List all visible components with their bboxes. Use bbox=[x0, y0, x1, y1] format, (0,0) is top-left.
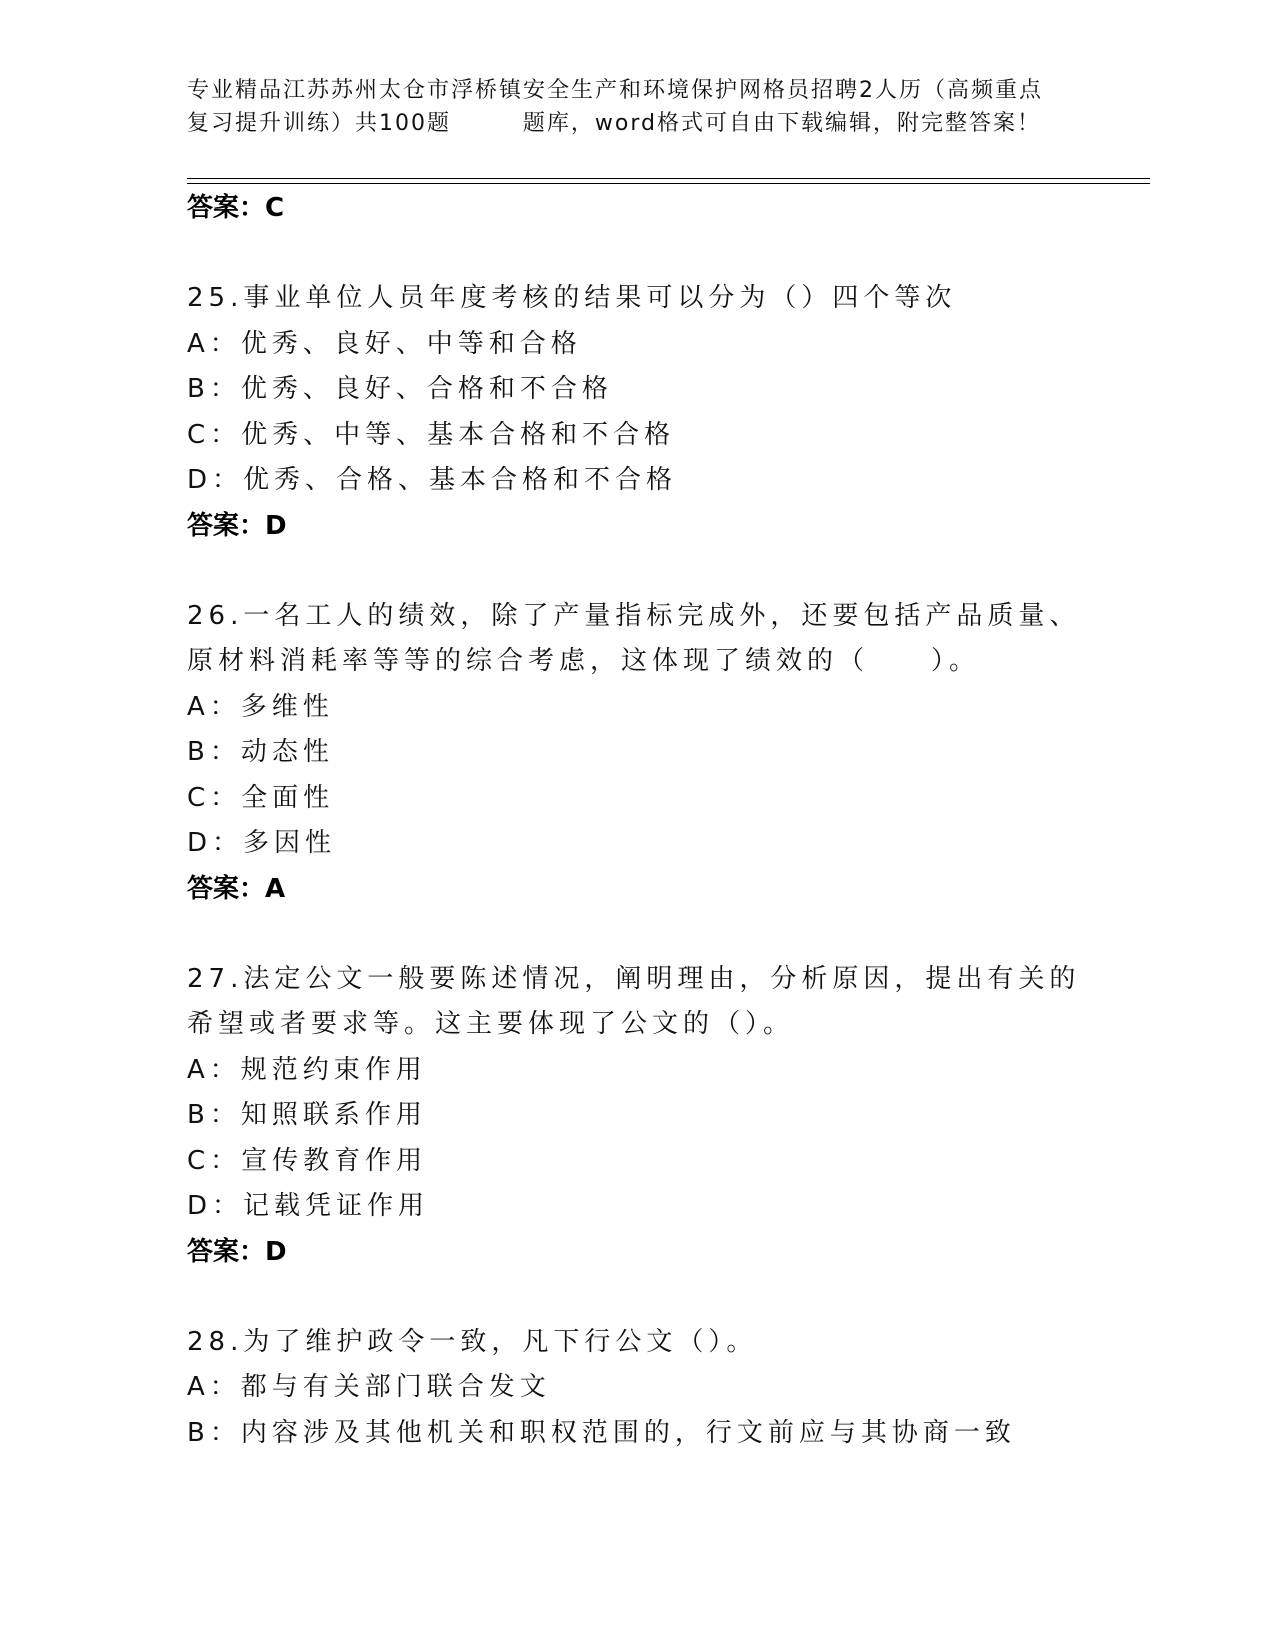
question-text: 27.法定公文一般要陈述情况，阐明理由，分析原因，提出有关的希望或者要求等。这主要体现了公文的（）。 bbox=[187, 963, 1081, 1039]
question-text: 25.事业单位人员年度考核的结果可以分为（）四个等次 bbox=[187, 283, 957, 313]
question-list bbox=[187, 186, 1117, 1456]
option-a: A：优秀、良好、中等和合格 bbox=[187, 328, 582, 359]
question-25 bbox=[187, 276, 1117, 548]
question-text: 26.一名工人的绩效，除了产量指标完成外，还要包括产品质量、原材料消耗率等等的综合考虑，这体现了绩效的（ ）。 bbox=[187, 600, 1081, 676]
question-26 bbox=[187, 594, 1117, 911]
option-a: A：多维性 bbox=[187, 691, 334, 722]
header-title-line-2: 复习提升训练）共100题 题库，word格式可自由下载编辑，附完整答案！ bbox=[187, 111, 1042, 136]
header-divider-top bbox=[187, 178, 1150, 179]
question-27 bbox=[187, 957, 1117, 1274]
spacer bbox=[187, 548, 1117, 594]
option-c: C：全面性 bbox=[187, 782, 335, 813]
option-b: B：动态性 bbox=[187, 737, 334, 767]
spacer bbox=[187, 911, 1117, 957]
answer-line: 答案：A bbox=[187, 873, 286, 904]
option-b: B：知照联系作用 bbox=[187, 1100, 427, 1130]
option-d: D：多因性 bbox=[187, 828, 337, 858]
option-b: B：优秀、良好、合格和不合格 bbox=[187, 374, 613, 404]
spacer bbox=[187, 230, 1117, 276]
document-header bbox=[187, 74, 1087, 140]
question-28 bbox=[187, 1320, 1117, 1457]
option-d: D：优秀、合格、基本合格和不合格 bbox=[187, 465, 678, 495]
option-a: A：都与有关部门联合发文 bbox=[187, 1372, 551, 1402]
answer-line: 答案：D bbox=[187, 510, 287, 541]
option-b: B：内容涉及其他机关和职权范围的，行文前应与其协商一致 bbox=[187, 1417, 1016, 1448]
question-text: 28.为了维护政令一致，凡下行公文（）。 bbox=[187, 1326, 758, 1357]
option-c: C：宣传教育作用 bbox=[187, 1145, 428, 1176]
header-title-line-1: 专业精品江苏苏州太仓市浮桥镇安全生产和环境保护网格员招聘2人历（高频重点 bbox=[187, 78, 1043, 103]
header-divider-bottom bbox=[187, 183, 1150, 184]
spacer bbox=[187, 1274, 1117, 1320]
option-c: C：优秀、中等、基本合格和不合格 bbox=[187, 419, 676, 450]
option-a: A：规范约束作用 bbox=[187, 1054, 427, 1085]
option-d: D：记载凭证作用 bbox=[187, 1191, 430, 1221]
answer-line: 答案：D bbox=[187, 1236, 287, 1267]
previous-answer: 答案：C bbox=[187, 193, 285, 223]
